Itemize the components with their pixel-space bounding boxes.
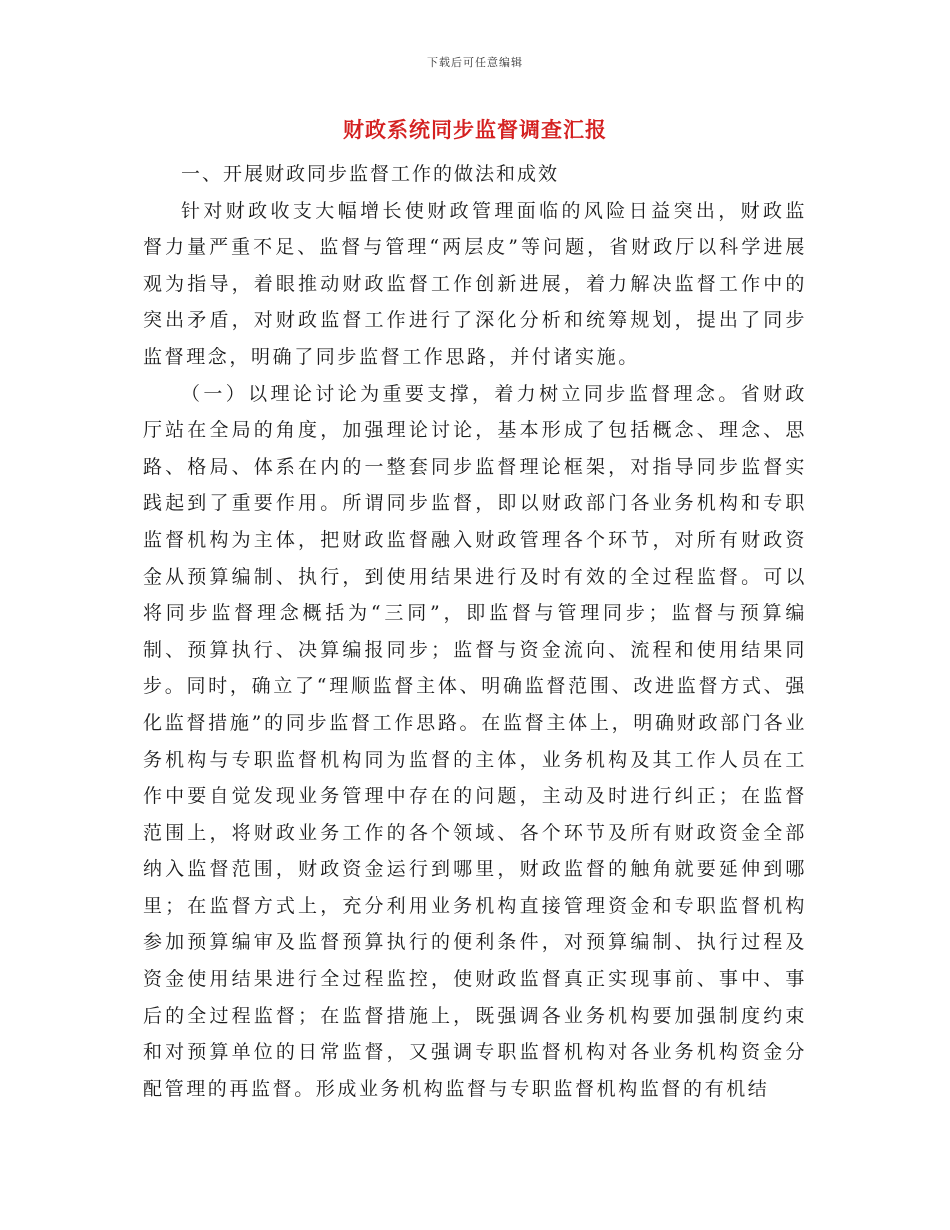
section-heading: 一、开展财政同步监督工作的做法和成效 bbox=[181, 163, 560, 185]
body-paragraph-2: （一）以理论讨论为重要支撑，着力树立同步监督理念。省财政厅站在全局的角度，加强理论讨论，基本形成了包括概念、理念、思路、格局、体系在内的一整套同步监督理论框架，对指导同步监督实践起到了重要作用。所谓同步监督，即以财政部门各业务机构和专职监督机构为主体，把财政监督融入财政管理各个环节，对所有财政资金从预算编制、执行，到使用结果进行及时有效的全过程监督。可以将同步监督理念概括为“三同”，即监督与管理同步；监督与预算编制、预算执行、决算编报同步；监督与资金流向、流程和使用结果同步。同时，确立了“理顺监督主体、明确监督范围、改进监督方式、强化监督措施”的同步监督工作思路。在监督主体上，明确财政部门各业务机构与专职监督机构同为监督的主体，业务机构及其工作人员在工作中要自觉发现业务管理中存在的问题，主动及时进行纠正；在监督范围上，将财政业务工作的各个领域、各个环节及所有财政资金全部纳入监督范围，财政资金运行到哪里，财政监督的触角就要延伸到哪里；在监督方式上，充分利用业务机构直接管理资金和专职监督机构参加预算编审及监督预算执行的便利条件，对预算编制、执行过程及资金使用结果进行全过程监控，使财政监督真正实现事前、事中、事后的全过程监督；在监督措施上，既强调各业务机构要加强制度约束和对预算单位的日常监督，又强调专职监督机构对各业务机构资金分配管理的再监督。形成业务机构监督与专职监督机构监督的有机结 bbox=[143, 382, 807, 1100]
body-paragraph-1: 针对财政收支大幅增长使财政管理面临的风险日益突出，财政监督力量严重不足、监督与管理“两层皮”等问题，省财政厅以科学进展观为指导，着眼推动财政监督工作创新进展，着力解决监督工作中的突出矛盾，对财政监督工作进行了深化分析和统筹规划，提出了同步监督理念，明确了同步监督工作思路，并付诸实施。 bbox=[143, 199, 807, 368]
document-title: 财政系统同步监督调查汇报 bbox=[343, 117, 607, 142]
page-header-note: 下载后可任意编辑 bbox=[427, 56, 523, 69]
document-body bbox=[143, 156, 807, 1107]
